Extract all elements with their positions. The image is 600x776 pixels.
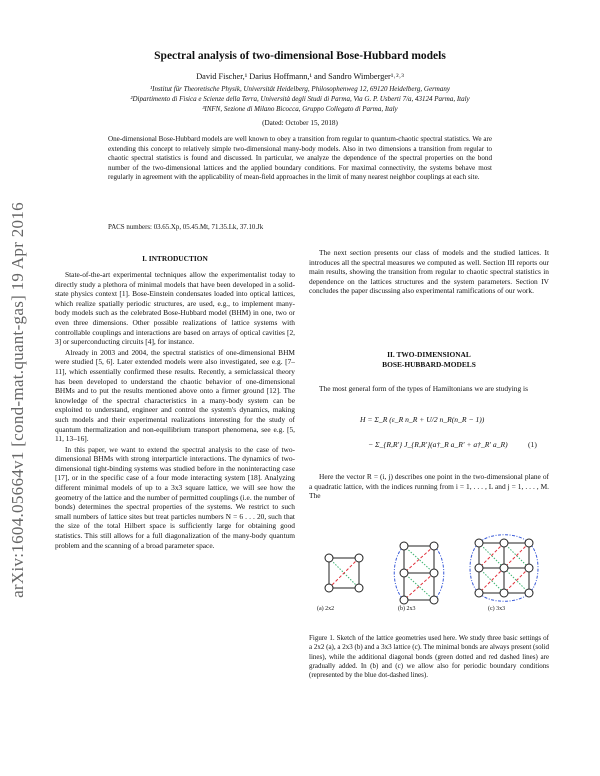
section-2-para2-box [309,472,549,502]
section-1-heading: I. INTRODUCTION [142,254,208,263]
affiliation-3: ³INFN, Sezione di Milano Bicocca, Gruppo Collegato di Parma, Italy [202,105,398,113]
section-2-heading-line1: II. TWO-DIMENSIONAL [387,350,471,359]
figure-1-caption: Figure 1. Sketch of the lattice geometries used here. We study three basic settings of a 2x2 (a), a 2x3 (b) and a 3x3 lattice (c). The minimal bonds are always present (solid lines), while the additional diagonal bonds (green dotted and red dashed lines) are gradually added. In (b) and (c) we allow also for periodic boundary conditions (represented by the blue dot-dashed lines). [309,634,549,680]
left-column [55,270,295,551]
date-line: (Dated: October 15, 2018) [262,119,338,127]
figure-label-b: (b) 2x3 [398,606,416,612]
affiliation-2: ²Dipartimento di Fisica e Scienze della Terra, Università degli Studi di Parma, Via G. P. Usberti 7/a, 43124 Parma, Italy [130,95,470,103]
pacs-numbers: PACS numbers: 03.65.Xp, 05.45.Mt, 71.35.Lk, 37.10.Jk [108,224,264,231]
intro-paragraph-2: Already in 2003 and 2004, the spectral statistics of one-dimensional BHM were studied [5, 6]. Later extended models were also investigated, see e.g. [7–11], which essentially confirmed these results. Recently, a semiclassical theory has been developed to understand the chaotic behavior of one-dimensional BHMs and to put the results mentioned above onto a firmer ground [12]. The knowledge of the spectral characteristics in a many-body system can be exploited to understand, engineer and control the system's dynamics, making such models and their experimental realizations interesting for the study of quantum thermalization and non-equilibrium transport phenomena, see e.g. [5, 11, 13–16]. [55,347,295,444]
equation-number: (1) [528,440,537,449]
section-2-para1-box [309,384,549,395]
outline-paragraph: The next section presents our class of models and the studied lattices. It introduces all the spectral measures we computed as well. Section III reports our main results, showing the transition from regular to chaotic spectral statistics in dependence on the lattices structures and the system parameters. Section IV concludes the paper discussing also experimental ramifications of our work. [309,248,549,296]
intro-paragraph-1: State-of-the-art experimental techniques allow the experimentalist today to directly study a plethora of minimal models that have been developed in a solid-state physics context [1]. Bose-Einstein condensates loaded into optical lattices, which realize spatially periodic structures, are used, e.g., to implement many-body models such as the celebrated Bose-Hubbard model (BHM) in one, two or even three dimensions. Other possible realizations of lattice systems with controllable couplings and interactions are based on arrays of optical cavities [2, 3] or superconducting circuits [4], for instance. [55,270,295,347]
lattice-3x3 [470,535,538,602]
author-list: David Fischer,¹ Darius Hoffmann,¹ and Sandro Wimberger¹˒²˒³ [196,72,404,81]
arxiv-id: arXiv:1604.05664v1 [cond-mat.quant-gas] 19 Apr 2016 [8,202,27,598]
equation-line-1: H = Σ_R (ε_R n_R + U/2 n_R(n_R − 1)) [360,415,485,424]
hamiltonian-intro: The most general form of the types of Hamiltonians we are studying is [319,384,528,393]
affiliation-1: ¹Institut für Theoretische Physik, Universität Heidelberg, Philosophenweg 12, 69120 Heidelberg, Germany [150,85,450,93]
paper-title: Spectral analysis of two-dimensional Bose-Hubbard models [154,50,446,62]
abstract: One-dimensional Bose-Hubbard models are well known to obey a transition from regular to quantum-chaotic spectral statistics. We are extending this concept to relatively simple two-dimensional many-body models. Also in two dimensions a transition from regular to chaotic spectral statistics is found and discussed. In particular, we analyze the dependence of the spectral properties on the bond number of the two-dimensional lattices and the applied boundary conditions. For maximal connectivity, the systems behave most regularly in agreement with the applicability of mean-field approaches in the limit of many nearest neighbor couplings at each site. [108,135,492,181]
right-column-intro [309,248,549,297]
arxiv-stamp [8,170,28,630]
lattice-2x3 [394,542,444,604]
figure-1-lattices [309,528,551,620]
figure-label-a: (a) 2x2 [317,606,335,612]
lattice-2x2 [325,554,363,592]
figure-label-c: (c) 3x3 [488,606,506,612]
section-2-heading-line2: BOSE-HUBBARD-MODELS [382,360,476,369]
intro-paragraph-3: In this paper, we want to extend the spectral analysis to the case of two-dimensional BHMs with strong interparticle interactions. The dynamics of two-dimensional tight-binding systems was studied before in the noninteracting case [17], or in the specific case of a four mode interacting system [18]. Analyzing different minimal models of up to a 3x3 square lattice, we will see how the geometry of the lattice and the number of permitted couplings (i.e. the number of bonds) determines the spectral properties of the systems. We restrict to such small numbers of lattice sites but treat particles numbers N = 6 . . . 20, such that the size of the total Hilbert space is sufficiently large for obtaining good statistics. This still allows for a full diagonalization of the many-body quantum problem and the scanning of a broad parameter space. [55,444,295,550]
section-2-heading [309,350,549,370]
equation-line-2: − Σ_{R,R'} J_{R,R'}(a†_R a_R' + a†_R' a_R) [368,440,508,449]
lattice-description: Here the vector R = (i, j) describes one point in the two-dimensional plane of a quadratic lattice, with the indices running from i = 1, . . . , L and j = 1, . . . , M. The [309,472,549,501]
